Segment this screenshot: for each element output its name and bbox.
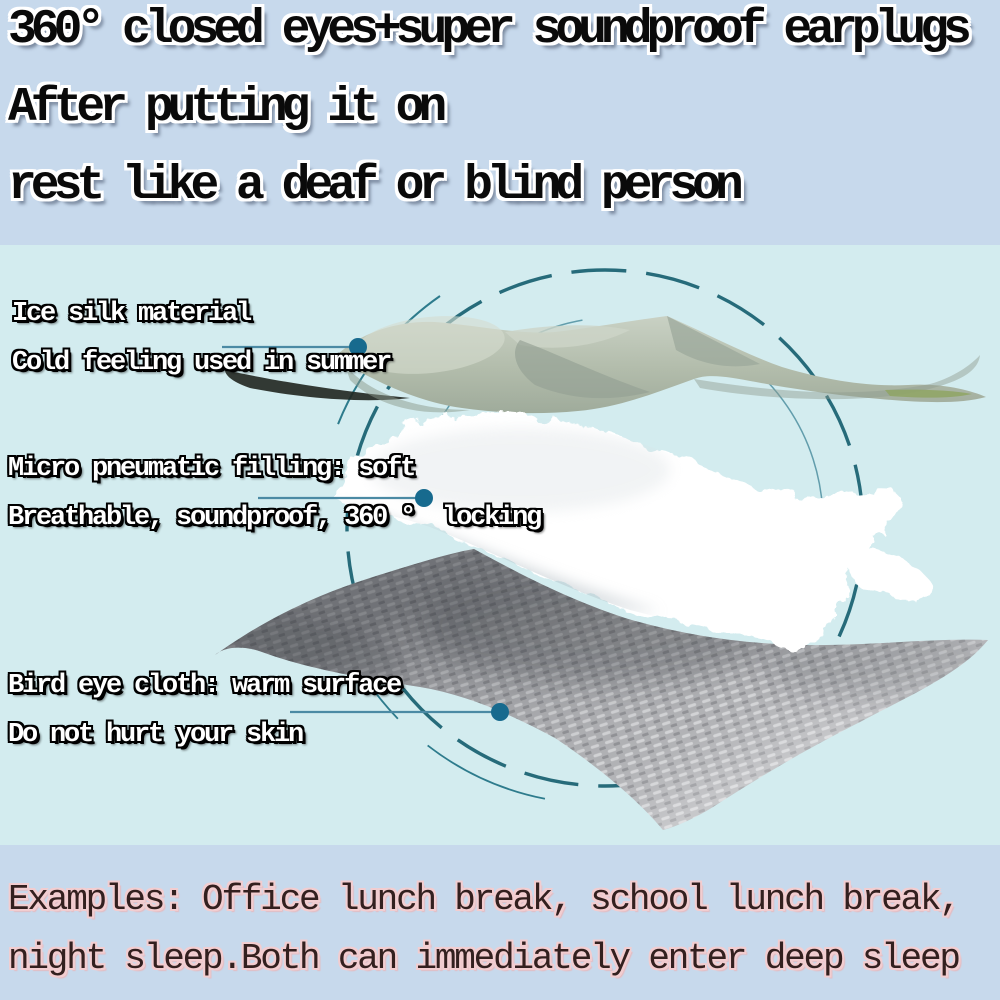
label-filling-line-1: Micro pneumatic filling: soft — [8, 454, 415, 484]
label-ice-silk-line-1: Ice silk material — [12, 299, 251, 329]
footer-line-1: Examples: Office lunch break, school lunch break, — [8, 879, 959, 920]
title-line-3: rest like a deaf or blind person — [8, 159, 738, 213]
material-label-filling — [8, 445, 540, 543]
leader-dot-bird-eye — [491, 703, 509, 721]
label-bird-eye-line-2: Do not hurt your skin — [8, 720, 303, 750]
title-line-2: After putting it on — [8, 81, 442, 135]
label-filling-line-2: Breathable, soundproof, 360 ° locking — [8, 503, 541, 533]
material-label-ice-silk — [12, 290, 390, 388]
label-bird-eye-line-1: Bird eye cloth: warm surface — [8, 671, 401, 701]
label-ice-silk-line-2: Cold feeling used in summer — [12, 348, 391, 378]
material-label-bird-eye — [8, 662, 400, 760]
title-line-1: 360° closed eyes+super soundproof earplugs — [8, 3, 966, 57]
footer-line-2: night sleep.Both can immediately enter deep sleep — [8, 938, 959, 979]
